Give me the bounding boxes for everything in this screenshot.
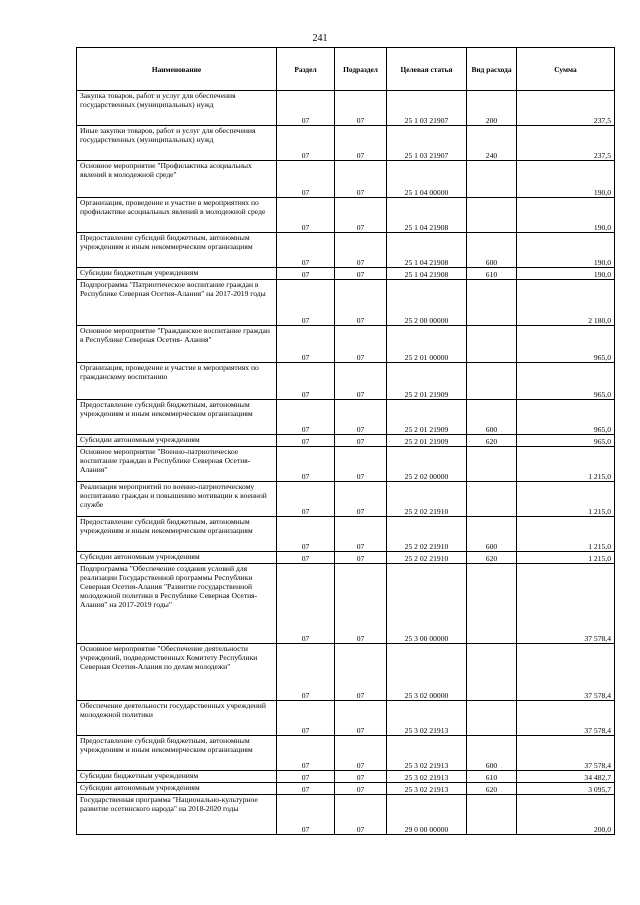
- cell-target: 25 1 04 21908: [387, 198, 467, 233]
- budget-table: [76, 47, 615, 835]
- cell-amount: 2 180,0: [517, 280, 615, 326]
- table-row: [77, 771, 615, 783]
- cell-name: Организация, проведение и участие в мероприятиях по профилактике асоциальных явлений в молодежной среде: [77, 198, 277, 233]
- table-row: [77, 400, 615, 435]
- cell-section: 07: [277, 363, 335, 400]
- cell-expense-type: [467, 198, 517, 233]
- cell-section: 07: [277, 701, 335, 736]
- cell-section: 07: [277, 552, 335, 564]
- cell-amount: 1 215,0: [517, 552, 615, 564]
- cell-subsection: 07: [335, 701, 387, 736]
- table-row: [77, 644, 615, 701]
- table-row: [77, 783, 615, 795]
- cell-subsection: 07: [335, 795, 387, 835]
- cell-amount: 190,0: [517, 268, 615, 280]
- table-header-row: [77, 48, 615, 91]
- cell-target: 25 2 01 21909: [387, 363, 467, 400]
- table-row: [77, 161, 615, 198]
- cell-target: 25 3 02 21913: [387, 701, 467, 736]
- cell-name: Субсидии автономным учреждениям: [77, 435, 277, 447]
- cell-expense-type: 610: [467, 268, 517, 280]
- cell-target: 25 1 04 21908: [387, 233, 467, 268]
- cell-subsection: 07: [335, 400, 387, 435]
- cell-section: 07: [277, 736, 335, 771]
- cell-expense-type: [467, 326, 517, 363]
- cell-subsection: 07: [335, 771, 387, 783]
- cell-section: 07: [277, 126, 335, 161]
- cell-name: Иные закупки товаров, работ и услуг для обеспечения государственных (муниципальных) нужд: [77, 126, 277, 161]
- cell-target: 25 2 01 00000: [387, 326, 467, 363]
- cell-amount: 237,5: [517, 91, 615, 126]
- header-section: Раздел: [277, 48, 335, 91]
- table-row: [77, 326, 615, 363]
- cell-target: 25 3 02 00000: [387, 644, 467, 701]
- cell-target: 25 2 02 21910: [387, 552, 467, 564]
- cell-expense-type: 620: [467, 435, 517, 447]
- cell-subsection: 07: [335, 783, 387, 795]
- cell-target: 29 0 00 00000: [387, 795, 467, 835]
- cell-section: 07: [277, 400, 335, 435]
- header-amount: Сумма: [517, 48, 615, 91]
- cell-name: Государственная программа "Национально-культурное развитие осетинского народа" на 2018-2020 годы: [77, 795, 277, 835]
- cell-section: 07: [277, 771, 335, 783]
- cell-subsection: 07: [335, 233, 387, 268]
- cell-subsection: 07: [335, 564, 387, 644]
- cell-expense-type: [467, 795, 517, 835]
- cell-section: 07: [277, 198, 335, 233]
- cell-amount: 965,0: [517, 326, 615, 363]
- cell-section: 07: [277, 268, 335, 280]
- cell-expense-type: 610: [467, 771, 517, 783]
- cell-amount: 190,0: [517, 161, 615, 198]
- cell-amount: 34 482,7: [517, 771, 615, 783]
- cell-target: 25 2 02 21910: [387, 482, 467, 517]
- cell-subsection: 07: [335, 326, 387, 363]
- cell-target: 25 2 02 21910: [387, 517, 467, 552]
- cell-expense-type: [467, 482, 517, 517]
- cell-name: Организация, проведение и участие в мероприятиях по гражданскому воспитанию: [77, 363, 277, 400]
- cell-section: 07: [277, 161, 335, 198]
- cell-section: 07: [277, 91, 335, 126]
- table-row: [77, 517, 615, 552]
- cell-section: 07: [277, 326, 335, 363]
- cell-name: Предоставление субсидий бюджетным, автономным учреждениям и иным некоммерческим организациям: [77, 736, 277, 771]
- cell-name: Основное мероприятие "Гражданское воспитание граждан в Республике Северная Осетия- Алания": [77, 326, 277, 363]
- cell-subsection: 07: [335, 91, 387, 126]
- cell-expense-type: [467, 161, 517, 198]
- cell-subsection: 07: [335, 435, 387, 447]
- cell-subsection: 07: [335, 198, 387, 233]
- cell-amount: 965,0: [517, 400, 615, 435]
- table-row: [77, 447, 615, 482]
- cell-expense-type: 240: [467, 126, 517, 161]
- cell-name: Закупка товаров, работ и услуг для обеспечения государственных (муниципальных) нужд: [77, 91, 277, 126]
- cell-name: Субсидии автономным учреждениям: [77, 552, 277, 564]
- cell-subsection: 07: [335, 126, 387, 161]
- header-name: Наименование: [77, 48, 277, 91]
- cell-target: 25 2 01 21909: [387, 435, 467, 447]
- cell-name: Субсидии бюджетным учреждениям: [77, 268, 277, 280]
- cell-name: Предоставление субсидий бюджетным, автономным учреждениям и иным некоммерческим организациям: [77, 233, 277, 268]
- cell-expense-type: 620: [467, 783, 517, 795]
- cell-target: 25 2 00 00000: [387, 280, 467, 326]
- cell-amount: 1 215,0: [517, 517, 615, 552]
- cell-section: 07: [277, 644, 335, 701]
- cell-amount: 965,0: [517, 363, 615, 400]
- cell-target: 25 2 02 00000: [387, 447, 467, 482]
- cell-expense-type: 200: [467, 91, 517, 126]
- cell-expense-type: [467, 447, 517, 482]
- cell-amount: 37 578,4: [517, 644, 615, 701]
- cell-amount: 965,0: [517, 435, 615, 447]
- cell-amount: 237,5: [517, 126, 615, 161]
- cell-target: 25 3 02 21913: [387, 771, 467, 783]
- cell-expense-type: 600: [467, 233, 517, 268]
- cell-name: Субсидии бюджетным учреждениям: [77, 771, 277, 783]
- table-row: [77, 795, 615, 835]
- table-row: [77, 268, 615, 280]
- cell-target: 25 3 02 21913: [387, 783, 467, 795]
- cell-name: Основное мероприятие "Профилактика асоциальных явлений в молодежной среде": [77, 161, 277, 198]
- table-row: [77, 280, 615, 326]
- cell-section: 07: [277, 517, 335, 552]
- cell-expense-type: [467, 363, 517, 400]
- cell-name: Основное мероприятие "Военно-патриотическое воспитание граждан в Республике Северная Осетия- Алания": [77, 447, 277, 482]
- header-expense-type: Вид расхода: [467, 48, 517, 91]
- table-row: [77, 198, 615, 233]
- table-row: [77, 435, 615, 447]
- cell-subsection: 07: [335, 447, 387, 482]
- cell-subsection: 07: [335, 363, 387, 400]
- cell-name: Реализация мероприятий по военно-патриотическому воспитанию граждан и повышению мотивации к военной службе: [77, 482, 277, 517]
- cell-section: 07: [277, 435, 335, 447]
- header-target: Целевая статья: [387, 48, 467, 91]
- cell-expense-type: 600: [467, 736, 517, 771]
- cell-section: 07: [277, 564, 335, 644]
- cell-amount: 37 578,4: [517, 564, 615, 644]
- cell-target: 25 3 02 21913: [387, 736, 467, 771]
- cell-subsection: 07: [335, 552, 387, 564]
- table-row: [77, 91, 615, 126]
- cell-target: 25 1 03 21907: [387, 91, 467, 126]
- cell-amount: 190,0: [517, 233, 615, 268]
- table-row: [77, 552, 615, 564]
- cell-expense-type: 620: [467, 552, 517, 564]
- cell-expense-type: [467, 280, 517, 326]
- cell-subsection: 07: [335, 268, 387, 280]
- cell-section: 07: [277, 482, 335, 517]
- cell-name: Предоставление субсидий бюджетным, автономным учреждениям и иным некоммерческим организациям: [77, 400, 277, 435]
- cell-expense-type: 600: [467, 517, 517, 552]
- cell-subsection: 07: [335, 517, 387, 552]
- cell-target: 25 1 04 21908: [387, 268, 467, 280]
- table-row: [77, 736, 615, 771]
- cell-section: 07: [277, 233, 335, 268]
- cell-amount: 1 215,0: [517, 482, 615, 517]
- cell-expense-type: [467, 564, 517, 644]
- cell-name: Основное мероприятие "Обеспечение деятельности учреждений, подведомственных Комитету Республики Северная Осетия-Алания по делам молодежи": [77, 644, 277, 701]
- cell-name: Предоставление субсидий бюджетным, автономным учреждениям и иным некоммерческим организациям: [77, 517, 277, 552]
- page-number: 241: [312, 33, 328, 44]
- cell-section: 07: [277, 447, 335, 482]
- cell-amount: 37 578,4: [517, 701, 615, 736]
- cell-subsection: 07: [335, 161, 387, 198]
- table-row: [77, 233, 615, 268]
- cell-amount: 190,0: [517, 198, 615, 233]
- cell-amount: 200,0: [517, 795, 615, 835]
- cell-subsection: 07: [335, 736, 387, 771]
- table-row: [77, 701, 615, 736]
- cell-target: 25 1 03 21907: [387, 126, 467, 161]
- cell-section: 07: [277, 280, 335, 326]
- cell-expense-type: [467, 644, 517, 701]
- table-row: [77, 564, 615, 644]
- cell-name: Субсидии автономным учреждениям: [77, 783, 277, 795]
- cell-subsection: 07: [335, 644, 387, 701]
- cell-expense-type: [467, 701, 517, 736]
- cell-expense-type: 600: [467, 400, 517, 435]
- cell-target: 25 3 00 00000: [387, 564, 467, 644]
- table-row: [77, 126, 615, 161]
- cell-amount: 37 578,4: [517, 736, 615, 771]
- cell-subsection: 07: [335, 482, 387, 517]
- cell-name: Подпрограмма "Обеспечение создания условий для реализации Государственной программы Республики Северная Осетия-Алания "Развитие государственной молодежной политики в Республике Северная Осетия-Алания" на 2017-2019 годы": [77, 564, 277, 644]
- cell-subsection: 07: [335, 280, 387, 326]
- cell-section: 07: [277, 783, 335, 795]
- table-row: [77, 482, 615, 517]
- cell-section: 07: [277, 795, 335, 835]
- cell-amount: 3 095,7: [517, 783, 615, 795]
- header-subsection: Подраздел: [335, 48, 387, 91]
- cell-amount: 1 215,0: [517, 447, 615, 482]
- cell-target: 25 1 04 00000: [387, 161, 467, 198]
- table-row: [77, 363, 615, 400]
- cell-name: Подпрограмма "Патриотическое воспитание граждан в Республике Северная Осетия-Алания" на 2017-2019 годы: [77, 280, 277, 326]
- cell-target: 25 2 01 21909: [387, 400, 467, 435]
- cell-name: Обеспечение деятельности государственных учреждений молодежной политики: [77, 701, 277, 736]
